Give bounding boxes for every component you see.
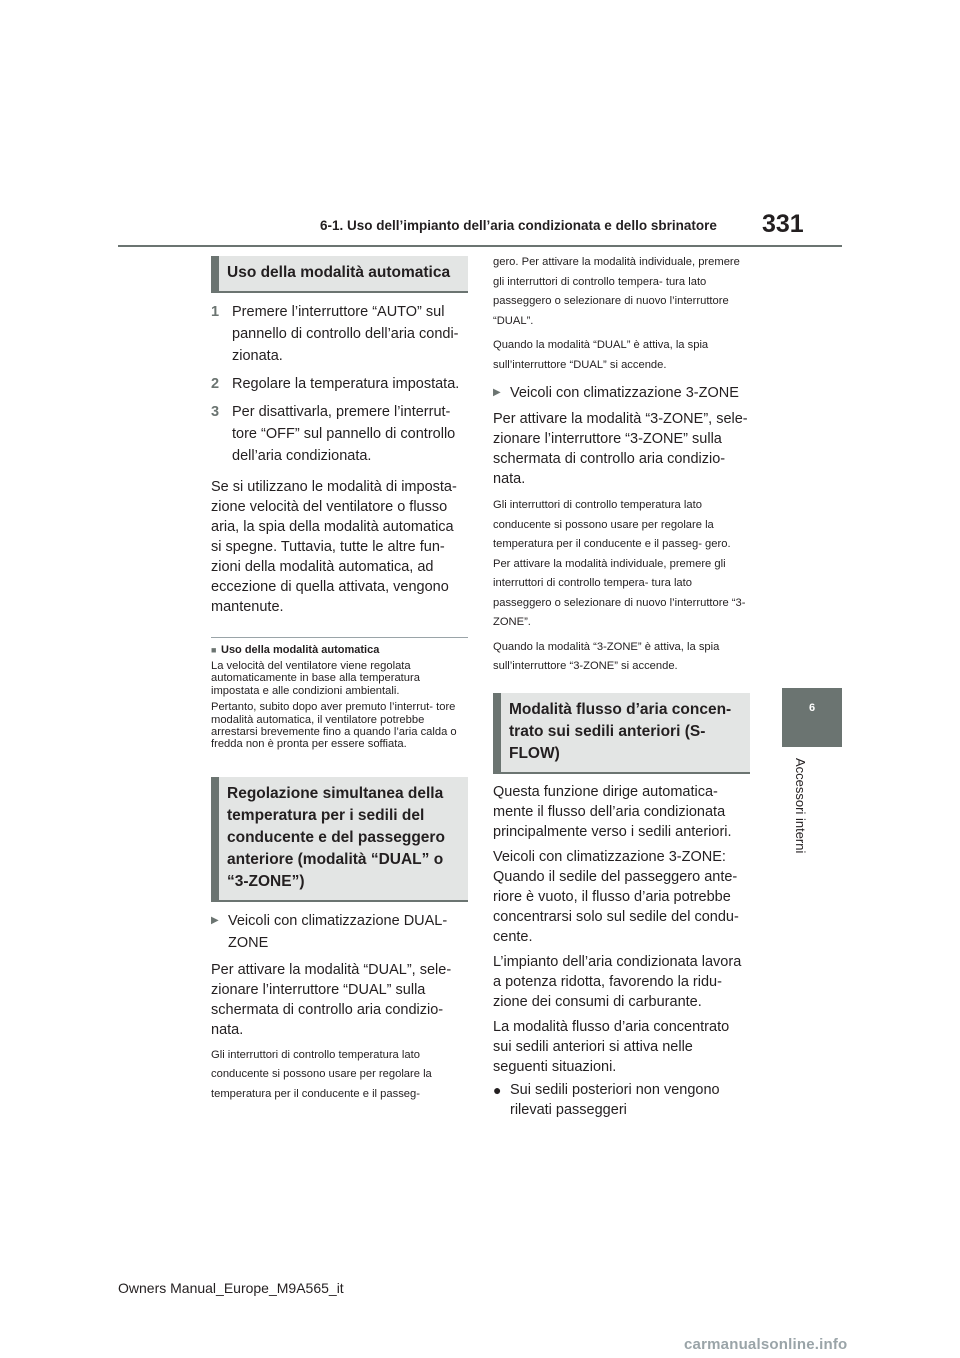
header-divider	[118, 245, 842, 247]
sub-heading-text: Veicoli con climatizzazione DUAL- ZONE	[228, 912, 448, 951]
list-item-text: Sui sedili posteriori non vengono rilevati passeggeri	[510, 1081, 720, 1118]
bullet-icon: ●	[493, 1081, 502, 1098]
chapter-number: 6	[808, 702, 816, 714]
triangle-right-icon: ▶	[493, 387, 501, 398]
sflow-paragraph: La modalità flusso d’aria concentrato sui sedili anteriori si attiva nelle seguenti situazioni.	[493, 1018, 730, 1075]
heading-dual-mode: Regolazione simultanea della temperatura per i sedili del conducente e del passeggero anteriore (modalità “DUAL” o “3-ZONE”)	[211, 777, 468, 902]
manual-id: Owners Manual_Europe_M9A565_it	[118, 1280, 344, 1296]
zone-paragraph: Per attivare la modalità “3-ZONE”, sele- zionare l’interruttore “3-ZONE” sulla schermata di controllo aria condizio- nata.	[493, 411, 748, 487]
note-paragraph: La velocità del ventilatore viene regolata automaticamente in base alla temperatura impostata e alle condizioni ambientali.	[211, 660, 420, 697]
dual-paragraph: Per attivare la modalità “DUAL”, sele- zionare l’interruttore “DUAL” sulla schermata di controllo aria condizio- nata.	[211, 961, 452, 1038]
step-item	[211, 373, 468, 395]
note-title	[211, 643, 468, 657]
step-number: 2	[211, 376, 220, 392]
sub-heading-3zone	[493, 382, 750, 404]
list-item	[493, 1080, 750, 1120]
steps-list	[211, 301, 468, 467]
watermark-link[interactable]: carmanualsonline.info	[684, 1336, 848, 1353]
heading-sflow: Modalità flusso d’aria concen- trato sui sedili anteriori (S- FLOW)	[493, 693, 750, 774]
note-paragraph: Pertanto, subito dopo aver premuto l’interrut- tore modalità automatica, il ventilatore potrebbe arrestarsi brevemente fino a quando l’aria calda o fredda non è pronta per essere soffiata.	[211, 701, 457, 751]
note-divider	[211, 637, 468, 638]
zone-small-text-2: Quando la modalità “3-ZONE” è attiva, la spia sull’interruttore “3-ZONE” si accende.	[493, 640, 720, 672]
section-title: 6-1. Uso dell’impianto dell’aria condizionata e dello sbrinatore	[320, 218, 717, 233]
step-item	[211, 401, 468, 467]
step-number: 3	[211, 404, 220, 420]
step-text: Per disattivarla, premere l’interrut- tore “OFF” sul pannello di controllo dell’aria condizionata.	[232, 404, 456, 464]
sflow-paragraph: Questa funzione dirige automatica- mente il flusso dell’aria condizionata principalmente verso i sedili anteriori.	[493, 783, 732, 840]
step-text: Premere l’interruttore “AUTO” sul pannello di controllo dell’aria condi- zionata.	[232, 304, 459, 364]
dual-small-continued: gero. Per attivare la modalità individuale, premere gli interruttori di controllo tempera- tura lato passeggero o selezionare di nuovo l’interruttore “DUAL”.	[493, 256, 740, 327]
heading-auto-mode: Uso della modalità automatica	[211, 256, 468, 293]
step-text: Regolare la temperatura impostata.	[232, 376, 460, 392]
sflow-paragraph: L’impianto dell’aria condizionata lavora a potenza ridotta, favorendo la ridu- zione dei consumi di carburante.	[493, 953, 742, 1010]
right-column	[493, 256, 750, 1120]
step-item	[211, 301, 468, 367]
chapter-tab[interactable]	[782, 688, 842, 747]
page-number: 331	[762, 210, 804, 238]
chapter-label: Accessori interni	[793, 758, 808, 854]
zone-small-text: Gli interruttori di controllo temperatura lato conducente si possono usare per regolare la temperatura per il conducente e il passeg- gero. Per attivare la modalità individuale, premere gli interruttori di controllo tempera- tura lato passeggero o selezionare di nuovo l’interruttore “3-ZONE”.	[493, 499, 746, 628]
dual-small-text-2: Quando la modalità “DUAL” è attiva, la spia sull’interruttore “DUAL” si accende.	[493, 339, 709, 371]
sub-heading-dual	[211, 910, 468, 954]
auto-paragraph: Se si utilizzano le modalità di imposta- zione velocità del ventilatore o flusso aria, la spia della modalità automatica si spegne. Tuttavia, tutte le altre fun- zioni della modalità automatica, ad eccezione di quella attivata, vengono mantenute.	[211, 479, 457, 615]
left-column	[211, 256, 468, 1104]
note-title-text: Uso della modalità automatica	[221, 644, 380, 656]
dual-small-text: Gli interruttori di controllo temperatura lato conducente si possono usare per regolare la temperatura per il conducente e il passeg-	[211, 1048, 432, 1100]
triangle-right-icon: ▶	[211, 914, 219, 926]
square-icon: ■	[211, 645, 217, 655]
sflow-paragraph: Veicoli con climatizzazione 3-ZONE: Quando il sedile del passeggero ante- riore è vuoto, il flusso d’aria potrebbe concentrarsi solo sul sedile del condu- cente.	[493, 848, 739, 945]
step-number: 1	[211, 304, 220, 320]
sub-heading-text: Veicoli con climatizzazione 3-ZONE	[510, 385, 739, 401]
